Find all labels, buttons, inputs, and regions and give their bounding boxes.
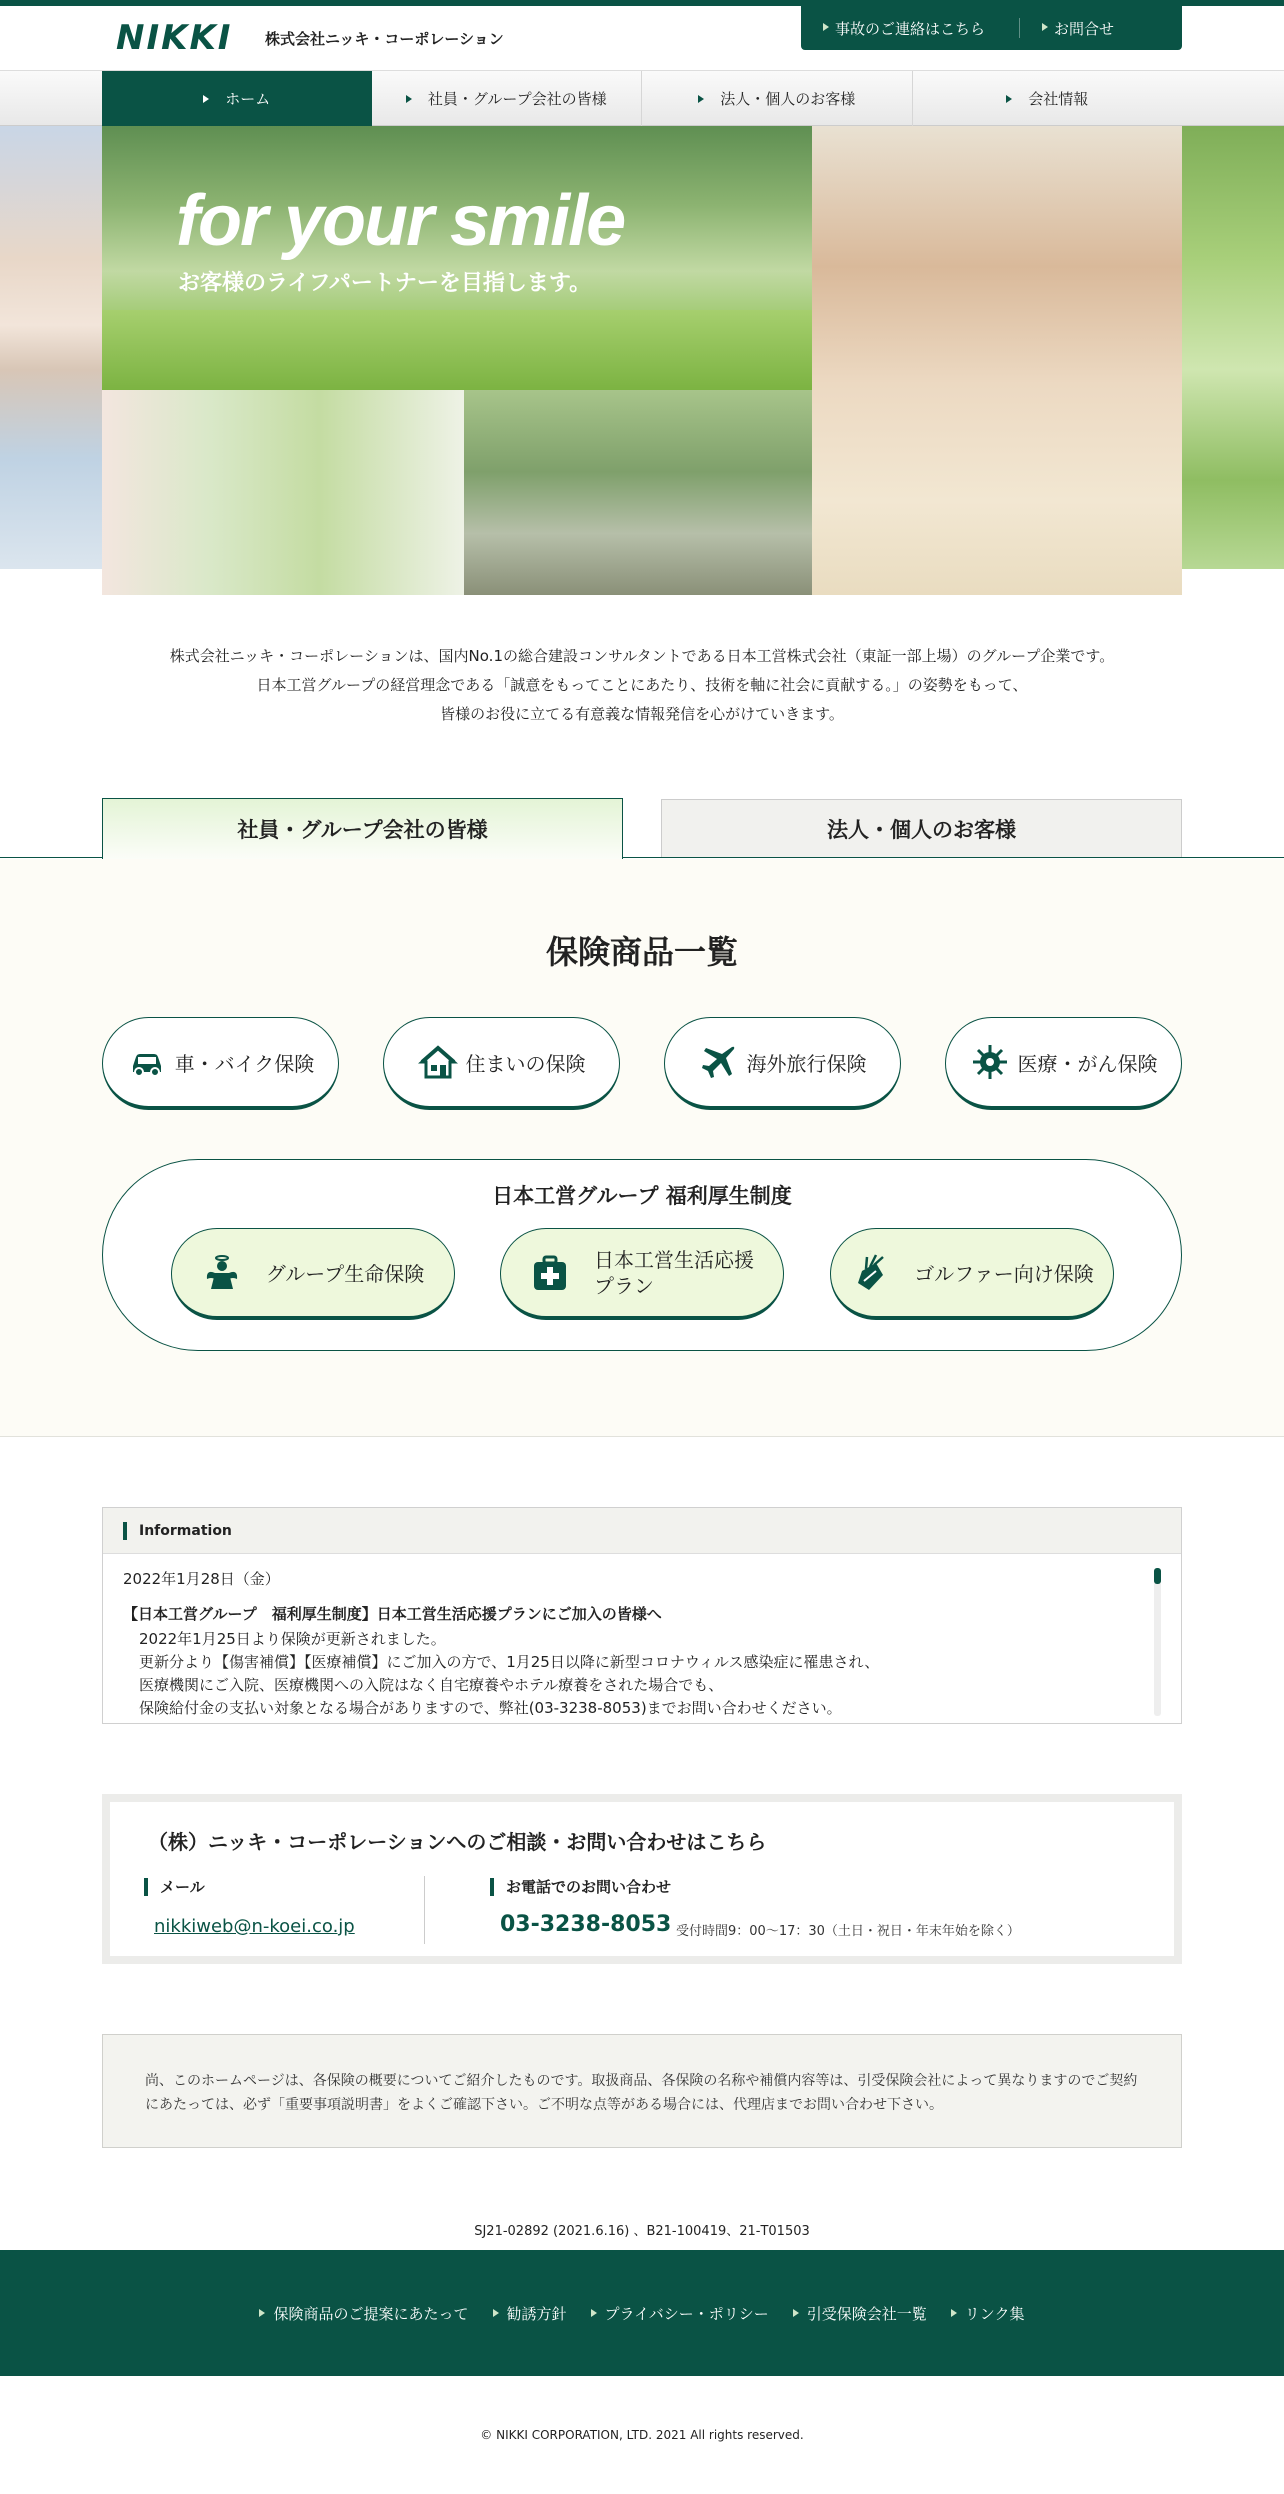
chevron-right-icon	[406, 95, 412, 103]
group-life-insurance-button[interactable]	[171, 1228, 455, 1320]
intro-line: 皆様のお役に立てる有意義な情報発信を心がけていきます。	[440, 705, 844, 723]
hero-photo-park	[102, 126, 812, 390]
chevron-right-icon	[1006, 95, 1012, 103]
chevron-right-icon	[698, 95, 704, 103]
registration-code: SJ21-02892 (2021.6.16) 、B21-100419、21-T01503	[474, 2224, 810, 2239]
home-insurance-button[interactable]	[383, 1017, 620, 1110]
contact-box	[102, 1794, 1182, 1964]
site-logo[interactable]: NIKKI	[116, 18, 233, 58]
contact-divider	[424, 1876, 425, 1944]
information-panel	[102, 1507, 1182, 1724]
nav-label: 会社情報	[1028, 90, 1089, 108]
company-name: 株式会社ニッキ・コーポレーション	[265, 30, 504, 48]
welfare-program-box	[102, 1159, 1182, 1351]
scrollbar-thumb[interactable]	[1154, 1568, 1161, 1584]
footer-link-links[interactable]: リンク集	[951, 2303, 1025, 2324]
contact-title: （株）ニッキ・コーポレーションへのご相談・お問い合わせはこちら	[148, 1830, 767, 1854]
accident-contact-link[interactable]: 事故のご連絡はこちら	[801, 18, 1007, 39]
nav-label: 法人・個人のお客様	[720, 90, 856, 108]
nav-customers[interactable]	[642, 71, 913, 126]
news-subject: 【日本工営グループ 福利厚生制度】日本工営生活応援プランにご加入の皆様へ	[123, 1605, 662, 1623]
hero-photo-left-edge	[0, 126, 102, 569]
site-header	[0, 6, 1284, 70]
footer-link-privacy[interactable]: プライバシー・ポリシー	[591, 2303, 769, 2324]
disclaimer-notice: 尚、このホームページは、各保険の概要についてご紹介したものです。取扱商品、各保険の名称や補償内容等は、引受保険会社によって異なりますのでご契約にあたっては、必ず「重要事項説明書」をよくご確認下さい。ご不明な点等がある場合には、代理店までお問い合わせ下さい。	[102, 2034, 1182, 2148]
news-line: 医療機関にご入院、医療機関への入院はなく自宅療養やホテル療養をされた場合でも、	[139, 1676, 724, 1694]
footer-link-insurers[interactable]: 引受保険会社一覧	[793, 2303, 927, 2324]
first-aid-icon	[530, 1253, 570, 1293]
tel-label: お電話でのお問い合わせ	[490, 1878, 671, 1896]
header-links	[801, 6, 1182, 50]
mail-label: メール	[144, 1878, 205, 1896]
airplane-icon	[699, 1042, 739, 1082]
intro-text	[0, 642, 1284, 729]
information-heading: Information	[139, 1522, 232, 1539]
news-date: 2022年1月28日（金）	[123, 1570, 280, 1588]
medical-insurance-button[interactable]	[945, 1017, 1182, 1110]
virus-icon	[970, 1042, 1010, 1082]
tab-customers[interactable]: 法人・個人のお客様	[661, 799, 1182, 857]
life-support-plan-button[interactable]	[500, 1228, 784, 1320]
email-link[interactable]: nikkiweb@n-koei.co.jp	[154, 1916, 355, 1937]
nav-employees[interactable]	[372, 71, 643, 126]
travel-insurance-button[interactable]	[664, 1017, 901, 1110]
news-line: 更新分より【傷害補償】【医療補償】にご加入の方で、1月25日以降に新型コロナウィルス感染症に罹患され、	[139, 1653, 880, 1671]
inquiry-link[interactable]: お問合せ	[1020, 18, 1136, 39]
audience-tabs	[0, 798, 1284, 858]
car-insurance-button[interactable]	[102, 1017, 339, 1110]
nav-company-info[interactable]	[913, 71, 1183, 126]
heading-bar	[123, 1522, 127, 1540]
hero-title: for your smile	[176, 181, 625, 261]
angel-icon	[202, 1253, 242, 1293]
pill-label: ゴルファー向け保険	[914, 1262, 1094, 1286]
business-hours: 受付時間9：00～17：30（土日・祝日・年末年始を除く）	[676, 1924, 1020, 1939]
copyright: © NIKKI CORPORATION, LTD. 2021 All rights reserved.	[480, 2428, 804, 2442]
product-list-title: 保険商品一覧	[545, 933, 738, 971]
nav-label: ホーム	[225, 90, 271, 108]
footer-link-solicitation-policy[interactable]: 勧誘方針	[493, 2303, 567, 2324]
car-icon	[127, 1042, 167, 1082]
footer-link-proposal[interactable]: 保険商品のご提案にあたって	[259, 2303, 468, 2324]
pill-label: 住まいの保険	[465, 1051, 586, 1076]
nav-label: 社員・グループ会社の皆様	[427, 90, 607, 108]
intro-line: 株式会社ニッキ・コーポレーションは、国内No.1の総合建設コンサルタントである日本工営株式会社（東証一部上場）のグループ企業です。	[169, 647, 1115, 665]
pill-label: 海外旅行保険	[746, 1051, 867, 1076]
chevron-right-icon	[203, 95, 209, 103]
golfer-insurance-button[interactable]	[830, 1228, 1114, 1320]
intro-line: 日本工営グループの経営理念である「誠意をもってことにあたり、技術を軸に社会に貢献する。」の姿勢をもって、	[256, 676, 1028, 694]
nav-home[interactable]	[102, 71, 372, 126]
global-nav	[0, 70, 1284, 126]
hero-photo-family	[464, 390, 812, 595]
welfare-title: 日本工営グループ 福利厚生制度	[492, 1184, 792, 1208]
information-scrollbar[interactable]	[1154, 1568, 1161, 1716]
golf-bag-icon	[850, 1253, 890, 1293]
news-line: 保険給付金の支払い対象となる場合がありますので、弊社(03-3238-8053)までお問い合わせください。	[139, 1699, 842, 1717]
tab-employees[interactable]: 社員・グループ会社の皆様	[102, 798, 623, 859]
site-footer	[0, 2250, 1284, 2376]
news-line: 2022年1月25日より保険が更新されました。	[139, 1630, 446, 1648]
phone-number[interactable]: 03-3238-8053	[500, 1912, 672, 1937]
pill-label: 日本工営生活応援プラン	[594, 1247, 754, 1298]
pill-label: 医療・がん保険	[1017, 1051, 1158, 1076]
pill-label: 車・バイク保険	[174, 1051, 315, 1076]
hero-photo-hands	[102, 390, 464, 595]
pill-label: グループ生命保険	[265, 1262, 425, 1286]
information-content[interactable]	[123, 1568, 1133, 1718]
hero-subtitle: お客様のライフパートナーを目指します。	[178, 271, 592, 296]
hero-photo-right-edge	[1182, 126, 1284, 569]
hero-banner	[0, 126, 1284, 595]
information-header	[103, 1508, 1181, 1554]
house-icon	[418, 1042, 458, 1082]
product-list-section	[0, 859, 1284, 1437]
hero-photo-child-eating	[812, 126, 1182, 595]
